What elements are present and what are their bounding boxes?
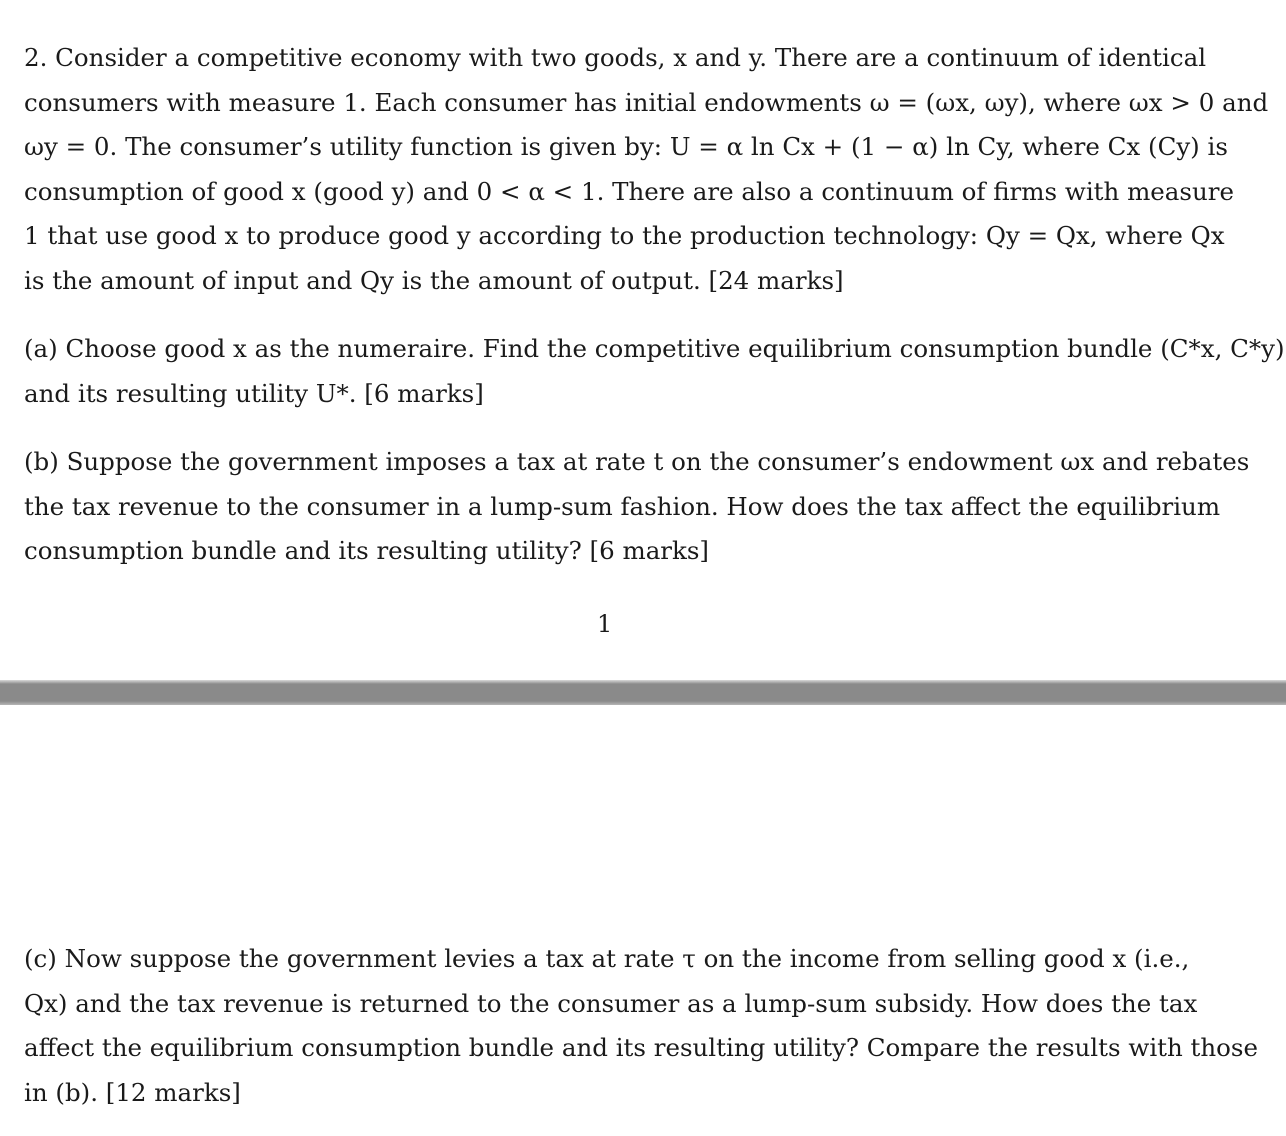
- page-separator: [0, 680, 1286, 705]
- text-line: is the amount of input and Qy is the amount of output. [24 marks]: [24, 265, 844, 295]
- text-line: the tax revenue to the consumer in a lump-sum fashion. How does the tax affect the equilibrium: [24, 491, 1221, 521]
- text-line: consumption of good x (good y) and 0 < α < 1. There are also a continuum of firms with measure: [24, 176, 1234, 206]
- text-line: affect the equilibrium consumption bundle and its resulting utility? Compare the results with those: [24, 1033, 1259, 1062]
- text-line: in (b). [12 marks]: [24, 1077, 241, 1107]
- text-line: consumption bundle and its resulting utility? [6 marks]: [24, 536, 709, 565]
- text-line: 1 that use good x to produce good y according to the production technology: Qy = Qx, where Qx: [24, 221, 1225, 250]
- text-line: and its resulting utility U*. [6 marks]: [24, 378, 484, 408]
- text-line: Qx) and the tax revenue is returned to the consumer as a lump-sum subsidy. How does the tax: [24, 988, 1198, 1018]
- text-line: (a) Choose good x as the numeraire. Find the competitive equilibrium consumption bundle (C*x, C*y): [24, 334, 1285, 363]
- text-line: (c) Now suppose the government levies a tax at rate τ on the income from selling good x (i.e.,: [24, 944, 1190, 973]
- text-line: (b) Suppose the government imposes a tax at rate t on the consumer’s endowment ωx and rebates: [24, 447, 1250, 476]
- page-number: 1: [597, 610, 613, 638]
- text-line: 2. Consider a competitive economy with two goods, x and y. There are a continuum of identical: [24, 43, 1207, 72]
- part-b-text: [24, 440, 1250, 574]
- text-line: ωy = 0. The consumer’s utility function is given by: U = α ln Cx + (1 − α) ln Cy, where Cx (Cy) is: [24, 132, 1228, 161]
- text-line: consumers with measure 1. Each consumer has initial endowments ω = (ωx, ωy), where ωx > 0 and: [24, 87, 1269, 117]
- part-c-text: [24, 937, 1259, 1115]
- part-a-text: [24, 327, 1285, 416]
- question-2-text: [24, 36, 1269, 303]
